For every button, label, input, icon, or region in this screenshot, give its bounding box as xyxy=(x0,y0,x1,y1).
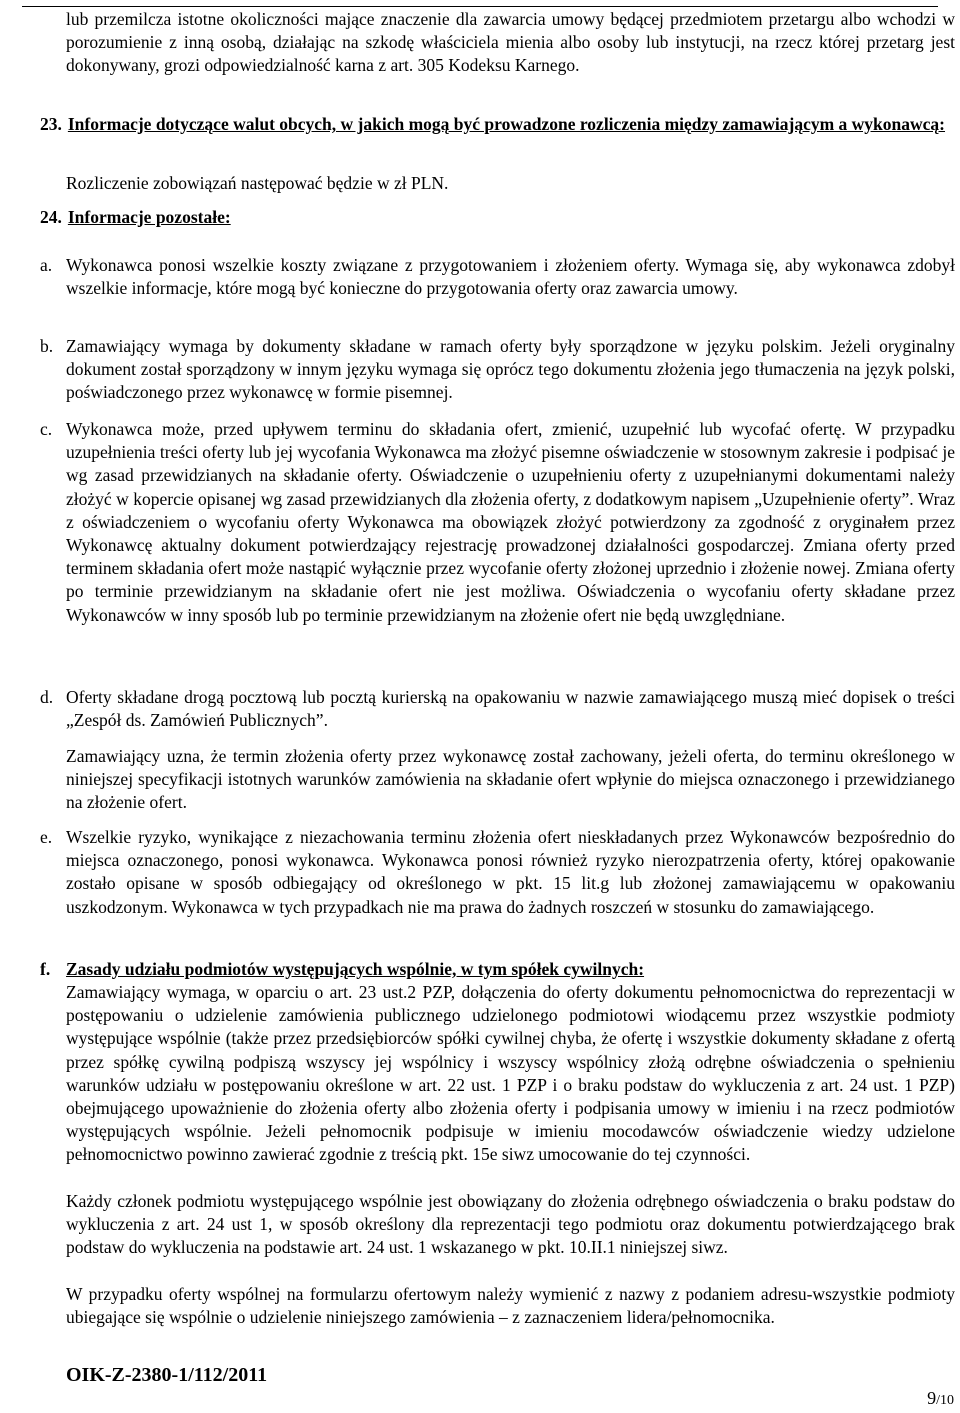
page-number xyxy=(927,1388,954,1409)
section-23-heading xyxy=(40,113,955,136)
item-b-label: b. xyxy=(40,336,54,356)
section-24-number: 24. xyxy=(40,207,62,227)
item-b-text: Zamawiający wymaga by dokumenty składane w ramach oferty były sporządzone w języku polskim. Jeżeli oryginalny dokument został sporządzony w innym języku wymaga się oprócz tego dokumentu złożenia jego tłumaczenia na język polski, poświadczonego przez wykonawcę w formie pisemnej. xyxy=(66,336,955,403)
item-d-text-2: Zamawiający uzna, że termin złożenia oferty przez wykonawcę został zachowany, jeżeli oferta, do terminu określonego w niniejszej specyfikacji istotnych warunków zamówienia na składanie ofert wpłynie do miejsca oznaczonego i przewidzianego na złożenie ofert. xyxy=(66,746,955,813)
item-f-heading xyxy=(66,958,955,981)
item-c-text: Wykonawca może, przed upływem terminu do składania ofert, zmienić, uzupełnić lub wycofać ofertę. W przypadku uzupełnienia treści oferty lub jej wycofania Wykonawca ma złożyć pisemne oświadczenie w stosownym zakresie i podpisać je wg zasad przewidzianych na składanie oferty. Oświadczenie o uzupełnieniu oferty z uzupełnianymi dokumentami należy złożyć w kopercie opisanej wg zasad przewidzianych dla złożenia oferty, z dodatkowym napisem „Uzupełnienie oferty”. Wraz z oświadczeniem o wycofaniu oferty Wykonawca ma obowiązek złożyć potwierdzony za zgodność z oryginałem przez Wykonawcę aktualny dokument potwierdzający rejestrację prowadzonej działalności gospodarczej. Zmiana oferty przed terminem składania ofert może nastąpić wyłącznie przez wycofanie oferty złożonej uprzednio i złożenie nowej. Zmiana oferty po terminie przewidzianym na składanie ofert nie jest możliwa. Oświadczenia o wycofaniu oferty składane przez Wykonawców w inny sposób lub po terminie przewidzianym na złożenie ofert nie będą uwzględniane. xyxy=(66,419,955,625)
document-reference: OIK-Z-2380-1/112/2011 xyxy=(66,1364,268,1386)
paragraph-continuation: lub przemilcza istotne okoliczności mające znaczenie dla zawarcia umowy będącej przedmiotem przetargu albo wchodzi w porozumienie z inną osobą, działając na szkodę właściciela mienia albo osoby lub instytucji, na rzecz której przetarg jest dokonywany, grozi odpowiedzialność karna z art. 305 Kodeksu Karnego. xyxy=(66,9,955,76)
item-d-text: Oferty składane drogą pocztową lub pocztą kurierską na opakowaniu w nazwie zamawiającego muszą mieć dopisek o treści „Zespół ds. Zamówień Publicznych”. xyxy=(66,687,955,731)
item-e-label: e. xyxy=(40,827,53,847)
section-23-text: Rozliczenie zobowiązań następować będzie w zł PLN. xyxy=(66,173,449,193)
page-total: /10 xyxy=(936,1393,954,1408)
section-23-number: 23. xyxy=(40,114,62,134)
item-f-text-2: Każdy członek podmiotu występującego wspólnie jest obowiązany do złożenia odrębnego oświadczenia o braku podstaw do wykluczenia z art. 24 ust 1, w sposób określony dla reprezentacji tego podmiotu oraz dokumentu potwierdzającego brak podstaw do wykluczenia na podstawie art. 24 ust. 1 wskazanego w pkt. 10.II.1 niniejszej siwz. xyxy=(66,1191,955,1258)
item-f-text-3: W przypadku oferty wspólnej na formularzu ofertowym należy wymienić z nazwy z podaniem adresu-wszystkie podmioty ubiegające się wspólnie o udzielenie niniejszego zamówienia – z zaznaczeniem lidera/pełnomocnika. xyxy=(66,1284,955,1328)
item-c-label: c. xyxy=(40,419,53,439)
item-f-text: Zamawiający wymaga, w oparciu o art. 23 ust.2 PZP, dołączenia do oferty dokumentu pełnomocnictwa do reprezentacji w postępowaniu o udzielenie zamówienia publicznego udzielonego podmiotowi wiodącemu przez wszystkie podmioty występujące wspólnie (także przez przedsiębiorców spółki cywilnej chyba, że ofertę i wszystkie dokumenty składane z ofertą przez spółkę cywilną podpiszą wszyscy jej wspólnicy i wszyscy wspólnicy złożą odrębne oświadczenia o spełnieniu warunków udziału w postępowaniu określone w art. 22 ust. 1 PZP i o braku podstaw do wykluczenia z art. 24 ust. 1 PZP) obejmującego upoważnienie do złożenia oferty albo złożenia oferty i podpisania umowy w imieniu i na rzecz podmiotów występujących wspólnie. Jeżeli pełnomocnik podpisuje w imieniu mocodawców oświadczenie wiedzy udzielone pełnomocnictwo powinno zawierać zgodnie z treścią pkt. 15e siwz umocowanie do tej czynności. xyxy=(66,982,955,1165)
item-e-text: Wszelkie ryzyko, wynikające z niezachowania terminu złożenia ofert nieskładanych przez Wykonawców bezpośrednio do miejsca oznaczonego, ponosi wykonawca. Wykonawca ponosi również ryzyko nierozpatrzenia oferty, której opakowanie zostało opisane w sposób odbiegający od określonego w pkt. 15 lit.g lub złożonej zamawiającemu w opakowaniu uszkodzonym. Wykonawca w tych przypadkach nie ma prawa do żadnych roszczeń w stosunku do zamawiającego. xyxy=(66,827,955,917)
item-d-label: d. xyxy=(40,687,54,707)
page-current: 9 xyxy=(927,1388,937,1408)
section-23-title: Informacje dotyczące walut obcych, w jakich mogą być prowadzone rozliczenia między zamawiającym a wykonawcą: xyxy=(67,114,946,134)
item-f-label: f. xyxy=(40,959,51,979)
section-24-title: Informacje pozostałe: xyxy=(67,207,231,227)
section-24-heading xyxy=(40,206,955,229)
header-rule xyxy=(22,6,938,7)
item-a-label: a. xyxy=(40,255,53,275)
item-a-text: Wykonawca ponosi wszelkie koszty związane z przygotowaniem i złożeniem oferty. Wymaga się, aby wykonawca zdobył wszelkie informacje, które mogą być konieczne do przygotowania oferty oraz zawarcia umowy. xyxy=(66,255,955,299)
item-f-title: Zasady udziału podmiotów występujących wspólnie, w tym spółek cywilnych: xyxy=(66,959,645,979)
